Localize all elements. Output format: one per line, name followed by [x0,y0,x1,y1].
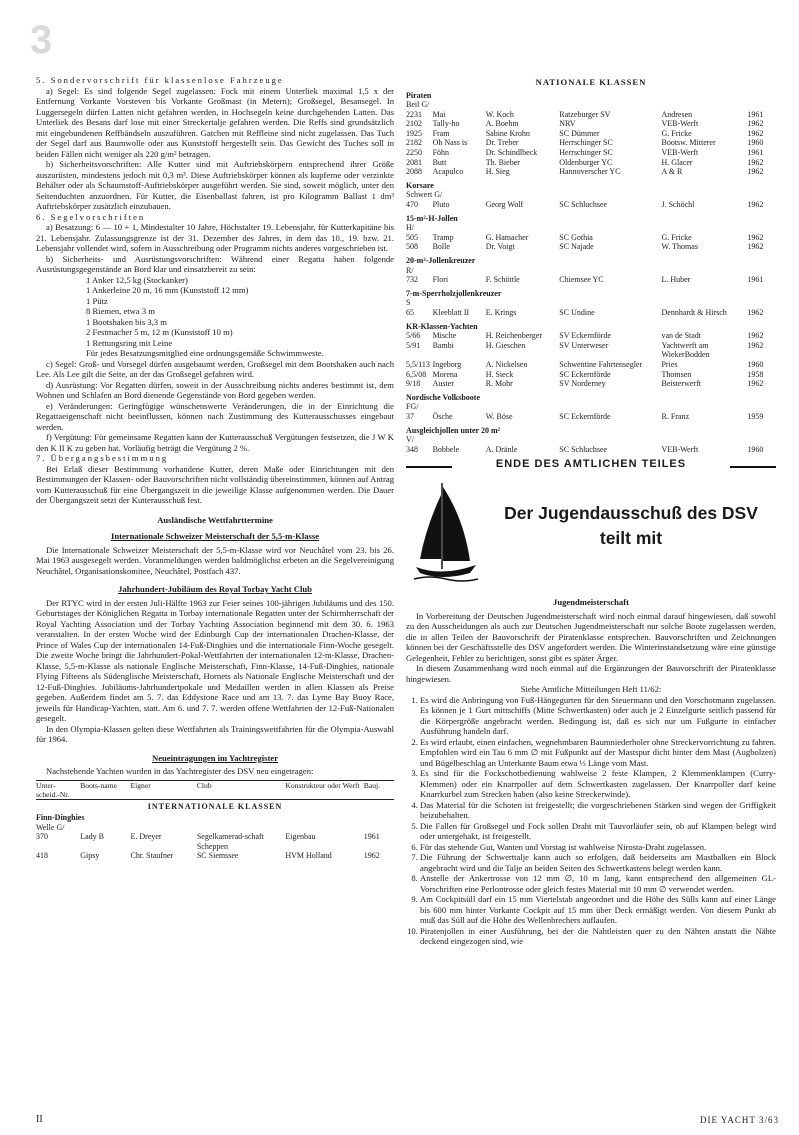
col-header: Club [197,780,285,799]
class-heading-row [406,252,776,266]
class-heading-row [406,422,776,436]
national-classes-table [406,91,776,455]
cell-name: Tally-ho [432,119,460,129]
class-sub: S [406,298,411,308]
cell-name: Bolle [432,242,450,252]
class-sub: V/ [406,435,414,445]
cell-name: Kleeblatt II [432,307,470,317]
jm-p1: In Vorbereitung der Deutschen Jugendmeisterschaft wird noch einmal darauf hingewiesen, daß sowohl zu den Ausscheidungen als auch zur Deutschen Jugendmeisterschaft nur solche Boote zugelassen werden, die in allen Teilen der Bauvorschrift der Piratenklasse entsprechen. Bauvorschriften und Zeichnungen können bei der Geschäftsstelle des DSV angefordert werden. Die Winterinstandsetzung wäre eine günstige Gelegenheit, Fehler zu berichtigen, sonst gibt es später Ärger. [406,610,776,663]
s6-b: b) Sicherheits- und Ausrüstungsvorschriften: Während einer Regatta haben folgende Ausrüstungsgegenstände an Bord klar und einsatzbereit zu sein: [36,253,394,274]
cell-yard: Yachtwerft am WiekerBodden [661,340,710,360]
cell-owner: H. Reichenberger [485,331,542,341]
cell-name: Oh Nass is [432,138,468,148]
cell-owner: Georg Wolf [485,200,524,210]
cell-owner: E. Dreyer [130,832,162,842]
s5-b: b) Sicherheitsvorschriften: Alle Kutter sind mit Auftriebskörpern entsprechend ihrer Größe auszurüsten, mindestens jedoch mit 0,3 m³. Diese Auftriebskörper können als kupferne oder verzinkte Behälter oder als Schaumstoff-Auftriebskörper ausgeführt werden. Sie sind, soweit möglich, unter den Seitenduchten anzuordnen. Für Kutter, die Eisenballast fahren, ist pro Kilogramm Ballast 1 dm³ Auftriebskörper zusätzlich einzubauen. [36,159,394,211]
intl-classes-heading: INTERNATIONALE KLASSEN [147,801,283,811]
cell-name: Acapulco [432,167,464,177]
class-sub-row [406,100,776,110]
class-heading-row [406,177,776,191]
cell-club: Hannoverscher YC [559,167,621,177]
cell-owner: A. Dränle [485,444,518,454]
s6-d: d) Ausrüstung: Vor Regatten dürfen, soweit in der Ausschreibung nichts anderes bestimmt ist, dem Wohnen und Schlafen an Bord dienende Gegenstände von Bord gegeben werden. [36,379,394,400]
cell-club: Oldenburger YC [559,157,613,167]
register-header-row [36,780,394,799]
cell-year: 1961 [747,109,764,119]
cell-nr: 5/91 [406,340,421,350]
rule-item: 5. Die Fallen für Großsegel und Fock sollen Draht mit Tauvorläufer sein, ob auf Klampen belegt wird oder untergehakt, ist freigestellt. [420,821,776,842]
class-sub: H/ [406,223,414,233]
cell-year: 1962 [747,232,764,242]
cell-yard: G. Fricke [661,128,692,138]
rule-item: 10. Piratenjollen in einer Ausführung, bei der die Nahtleisten quer zu den Nähten anstatt die Nähte deckend eingezogen sind, wie [420,926,776,947]
cell-nr: 370 [36,832,48,842]
equipment-item: 8 Riemen, etwa 3 m [86,306,155,316]
class-sub-row [406,266,776,276]
equipment-item: 2 Festmacher 5 m, 12 m (Kunststoff 10 m) [86,327,233,337]
cell-club: SV Eckernförde [559,331,611,341]
cell-yard: W. Thomas [661,242,698,252]
cell-club: SC Najade [559,242,594,252]
cell-owner: A. Boehm [485,119,519,129]
class-sub-row [406,402,776,412]
cell-yard: Dennhardt & Hirsch [661,307,727,317]
cell-yard: van de Stadt [661,331,702,341]
cell-yard: Pries [661,359,678,369]
section-6-heading: 6. Segelvorschriften [36,211,146,222]
cell-nr: 2081 [406,157,422,167]
equipment-item: 1 Rettungsring mit Leine [86,337,173,348]
right-column [406,75,776,947]
cell-year: 1962 [747,128,764,138]
cell-nr: 5/66 [406,331,421,341]
section-7-heading: 7. Übergangsbestimmung [36,453,169,463]
table-row [406,158,776,168]
end-official-banner [406,459,776,473]
cell-year: 1962 [747,242,764,252]
foreign-events-heading: Ausländische Wettfahrttermine [157,514,273,525]
swiss-heading: Internationale Schweizer Meisterschaft der 5,5-m-Klasse [110,531,320,541]
cell-nr: 9/18 [406,379,421,389]
cell-year: 1962 [747,157,764,167]
cell-nr: 65 [406,307,414,317]
cell-club: SC Eckernförde [559,369,611,379]
table-row [406,370,776,380]
col-header: Bauj. [364,780,394,799]
class-sub: Beil G/ [406,100,430,110]
class-sub-row [406,298,776,308]
table-row [406,200,776,210]
torbay-p1: Der RTYC wird in der ersten Juli-Hälfte 1963 zur Feier seines 100-jährigen Jubiläums und des 150. Geburtstages der Königlichen Regatta in Torbay internationale Regatten unter der Schirmherrschaft der Royal Yachting Association und der Torbay Yachting Association beginnend mit dem 30. 6. 1963 veranstalten. In der ersten Woche wird der Edinburgh Cup der internationalen Drachen-Klasse, der Prince of Wales Cup der internationalen 14-Fuß-Dinghies und die internationale Finn-Woche gesegelt. Die zweite Woche bringt die Jahrhundert-Pokal-Wettfahrten der internationalen 12-m-Klasse, Drachen-Klasse, 5,5-m-Klasse als nationale Englische Meisterschaft, Finn-Klasse, 14-Fuß-Dinghies, nationale Flying Fifteens als Südenglische Meisterschaft, Hornets als Nationale Englische Meisterschaft und der 12-Fuß-Dinghies. Jubiläums-Jahrhundertpokale und Medaillen werden in allen Klassen als Preise gegeben. Außerdem findet am 5. 7. das Eddystone Race und am 13. 7. das Lyme Bay Buoy Race, jeweils für Handicap-Yachten, statt. Am 6. und 7. 7. werden offene Wettfahrten der 12-Fuß-Nationalen gesegelt. [36,597,394,723]
cell-owner: Dr. Voigt [485,242,515,252]
cell-yard: Andresen [661,109,693,119]
equipment-item: 1 Pütz [86,295,108,306]
equipment-note: Für jedes Besatzungsmitglied eine ordnungsgemäße Schwimmweste. [86,348,324,358]
banner-text: ENDE DES AMTLICHEN TEILES [495,458,687,471]
cell-name: Bobbele [432,444,460,454]
rule-item: 7. Die Führung der Schwerttalje kann auch so erfolgen, daß beiderseits am Mastbalken ein Block angebracht wird und die Talje an beiden Seiten des Schwertkastens belegt werden kann. [420,852,776,873]
table-row [36,851,394,861]
cell-club: SC Siemssee [196,851,239,861]
cell-year: 1962 [747,307,764,317]
cell-year: 1960 [747,359,764,369]
cell-nr: 2250 [406,148,422,158]
class-name: Piraten [406,90,432,100]
cell-owner: W. Böse [485,411,513,421]
cell-club: SC Schluchsee [559,200,608,210]
cell-name: Ingeborg [432,359,462,369]
table-row [406,275,776,285]
cell-nr: 6,5/08 [406,369,427,379]
class-heading-row [406,91,776,101]
table-row [36,832,394,851]
cell-club: Ratzeburger SV [559,109,611,119]
cell-year: 1960 [747,138,764,148]
cell-nr: 418 [36,851,48,861]
cell-owner: Dr. Treber [485,138,519,148]
cell-year: 1958 [747,369,764,379]
cell-owner: R. Mohr [485,379,513,389]
class-name: 15-m²-H-Jollen [406,213,458,223]
table-row [406,445,776,455]
cell-year: 1962 [747,200,764,210]
cell-year: 1961 [363,832,380,842]
col-header: Konstrukteur oder Werft [285,780,363,799]
magazine-footer: DIE YACHT 3/63 [700,1115,779,1125]
cell-yard: Beisterwerft [661,379,702,389]
cell-owner: H. Sieck [485,369,514,379]
cell-club: Segelkamerad-schaft Scheppen [196,832,264,851]
table-row [406,379,776,389]
table-row [406,119,776,129]
class-sub: Schwert G/ [406,190,443,200]
cell-yard: VEB-Werft [661,119,699,129]
cell-name: Mische [432,331,457,341]
class-heading-row [406,389,776,403]
table-row [406,341,776,360]
cell-club: SC Schluchsee [559,444,608,454]
cell-nr: 505 [406,232,418,242]
rule-item: 8. Anstelle der Ankertrosse von 12 mm ∅, 10 m lang, kann entsprechend den allgemeinen GL-Vorschriften eine Perlontrosse oder gleich festes Material mit 10 mm ∅ verwendet werden. [420,873,776,894]
cell-nr: 2102 [406,119,422,129]
cell-name: Fram [432,128,450,138]
table-row [406,242,776,252]
cell-nr: 470 [406,200,418,210]
cell-club: SC Dümmer [559,128,600,138]
class-name: 20-m²-Jollenkreuzer [406,256,476,265]
rule-item: 2. Es wird erlaubt, einen einfachen, wegnehmbaren Baumniederholer ohne Streckervorrichtung zu fahren. Empfohlen wird ein Tau 6 mm ∅ mit Fußpunkt auf der Mastspur dicht hinter dem Mast (Augbolzen) und Bügelbeschlag an Unterkante Baum etwa ⅓ Länge vom Mast. [420,737,776,769]
class-heading-row [406,318,776,332]
banner-rule-left [406,466,452,468]
cell-owner: H. Sieg [485,167,510,177]
equipment-item: 1 Bootshaken bis 3,3 m [86,316,167,327]
cell-yard: G. Fricke [661,232,692,242]
page-number: II [36,1114,43,1125]
cell-club: SV Unterweser [559,340,609,350]
equipment-item: 1 Anker 12,5 kg (Stockanker) [86,274,188,285]
cell-boat: Gipsy [80,851,100,861]
sailboat-logo-icon [412,479,482,587]
equipment-item: 1 Ankerleine 20 m, 16 mm (Kunststoff 12 mm) [86,285,249,295]
cell-year: 1962 [363,851,380,861]
jm-p2: In diesem Zusammenhang wird noch einmal auf die Ergänzungen der Bauvorschrift der Piratenklasse hingewiesen. [406,663,776,684]
cell-name: Ösche [432,411,453,421]
cell-club: NRV [559,119,576,129]
torbay-heading: Jahrhundert-Jubiläum des Royal Torbay Yacht Club [118,584,312,594]
class-name: Nordische Volksboote [406,392,481,402]
cell-yard: Thomsen [661,369,692,379]
cell-yard: VEB-Werft [661,148,699,158]
rule-item: 4. Das Material für die Schoten ist freigestellt; die vorgeschriebenen Stärken sind wegen der Griffigkeit beizubehalten. [420,800,776,821]
cell-nr: 2182 [406,138,422,148]
cell-year: 1962 [747,167,764,177]
rules-list [406,695,776,947]
class-sub-row [406,190,776,200]
cell-yard: HVM Holland [285,851,332,861]
cell-yard: A & R [661,167,683,177]
register-table [36,780,394,862]
class-name: KR-Klassen-Yachten [406,321,478,331]
table-row [406,331,776,341]
s7-text: Bei Erlaß dieser Bestimmung vorhandene Kutter, deren Maße oder Einrichtungen mit den Bestimmungen der Klassen- oder Bauvorschriften nicht vollständig übereinstimmen, können auf Antrag vom Kutterausschuß für eine Übergangszeit in die jeweilige Klasse aufgenommen werden. Die Dauer der Übergangszeit setzt der Kutterausschuß fest. [36,463,394,505]
cell-name: Pluto [432,200,450,210]
rule-item: 9. Am Cockpitsüll darf ein 15 mm Viertelstab angeordnet und die Höhe des Sülls kann auf einer Länge bis 600 mm hinter Vorkante Cockpit auf 15 mm über Deck ermäßigt werden. Von diesem Punkt ab muß das Süll auf die Höhe des Wellenbrechers auflaufen. [420,894,776,926]
cell-name: Bambi [432,340,454,350]
cell-yard: J. Schöchl [661,200,695,210]
cell-name: Flori [432,275,449,285]
class-sub: FG/ [406,402,419,412]
ghost-page-number: 3 [30,18,53,62]
cell-nr: 37 [406,411,414,421]
table-row [406,360,776,370]
s6-e: e) Veränderungen: Geringfügige wünschenswerte Veränderungen, die in der Einrichtung die Regattaeigenschaft nicht beeinflussen, können nach Zustimmung des Kutterausschusses eingebaut werden. [36,400,394,432]
cell-name: Auster [432,379,454,389]
rule-item: 3. Es sind für die Fockschotbedienung wahlweise 2 feste Klampen, 2 Klemmenklampen (Curry-Klemmen) oder ein Knarrpoller auf dem Schwertkasten zugelassen. Der Knarrpoller darf keine Knarrkurbel zum Strecken haben (also keine Streckerwinde). [420,768,776,800]
rule-item: 1. Es wird die Anbringung von Fuß-Hängegurten für den Steuermann und den Vorschotmann zugelassen. Es können je 1 Gurt mittschiffs (Mitte Schwertkasten) oder auch je 2 Einzelgurte seitlich passend für die Körpergröße angebracht werden. Bedingung ist, daß es sich nur um Fußgurte in einfacher Ausführung handeln darf. [420,695,776,737]
s5-a: a) Segel: Es sind folgende Segel zugelassen: Fock mit einem Unterliek maximal 1,5 x der Entfernung Vorkante Vorsteven bis Vorkante Großmast (in Metern); Großsegel, Besansegel. In Luggersegeln dürfen Latten nicht gefahren werden, in Hochsegeln keine durchgehenden Latten. Das Unterliek des Besans darf lose mit einer Streckertalje gefahren werden. Die Reffs sind grundsätzlich mit eingebundenen Reffbändseln auszuführen. Gatchen mit Reffleine sind nicht zugelassen. Das Tuch der Segel darf aus Baumwolle oder aus Kunststoff hergestellt sein. Das Gewicht des Tuches soll in beiden Fällen nicht weniger als 220 g/m² betragen. [36,85,394,159]
cell-club: SC Undine [559,307,595,317]
cell-nr: 732 [406,275,418,285]
cell-club: Herrschinger SC [559,138,613,148]
col-header: Unter-scheid.-Nr. [36,780,80,799]
cell-year: 1962 [747,331,764,341]
class-name: 7-m-Sperrholzjollenkreuzer [406,288,502,298]
cell-name: Mai [432,109,446,119]
cell-owner: Sabine Krohn [485,128,530,138]
cell-club: Schwentine Fahrtensegler [559,359,643,369]
national-classes-heading: NATIONALE KLASSEN [535,77,647,87]
table-row [406,233,776,243]
cell-owner: H. Gieschen [485,340,526,350]
cell-owner: A. Nickelsen [485,359,528,369]
youth-committee-header [406,479,776,591]
cell-nr: 508 [406,242,418,252]
cell-yard: Eigenbau [285,832,316,842]
cell-yard: Bootsw. Mitterer [661,138,716,148]
class-name: Korsare [406,180,434,190]
col-header: Boots-name [80,780,130,799]
title-line-2: teilt mit [599,528,663,549]
cell-nr: 5,5/113 [406,359,430,369]
cell-year: 1962 [747,340,764,350]
table-row [406,110,776,120]
class-sub-row [406,223,776,233]
table-row [406,138,776,148]
cell-year: 1961 [747,275,764,285]
class-name: Finn-Dinghies [36,813,85,823]
col-header: Eigner [131,780,197,799]
cell-nr: 348 [406,444,418,454]
cell-yard: H. Glacer [661,157,693,167]
class-heading-row [406,210,776,224]
jm-reference: Siehe Amtliche Mitteilungen Heft 11/62: [520,684,662,695]
class-sub-row [406,435,776,445]
s6-a: a) Besatzung: 6 — 10 + 1, Mindestalter 10 Jahre, Höchstalter 19. Lebensjahr, für Kutterkapitäne bis 21. Lebensjahr. Zulassungsgrenze ist der 31. Dezember des Jahres, in dem das 10., 19. bzw. 21. Lebensjahr vollendet wird, sofern in Ausschreibung oder Programm nichts anderes vorgeschrieben ist. [36,222,394,253]
table-row [406,129,776,139]
cell-club: Herrschinger SC [559,148,613,158]
swiss-text: Die Internationale Schweizer Meisterschaft der 5,5-m-Klasse wird vor Neuchâtel vom 23. bis 26. Mai 1963 ausgesegelt werden. Voranmeldungen werden baldmöglichst erbeten an die Segelvereinigung Neuchâtel, Organisationskomitee, Neuchâtel, Postfach 437. [36,544,394,576]
cell-year: 1960 [747,444,764,454]
cell-owner: E. Krings [485,307,517,317]
cell-yard: L. Huber [661,275,691,285]
cell-nr: 2088 [406,167,422,177]
cell-club: SC Gothia [559,232,593,242]
cell-club: Chiemsee YC [559,275,604,285]
section-5-heading: 5. Sondervorschrift für klassenlose Fahrzeuge [36,75,284,85]
table-row [406,308,776,318]
cell-name: Butt [432,157,447,167]
cell-year: 1962 [747,119,764,129]
cell-year: 1962 [747,379,764,389]
cell-owner: F. Schöttle [485,275,520,285]
cell-year: 1959 [747,411,764,421]
cell-club: SC Eckernförde [559,411,611,421]
cell-name: Föhn [432,148,450,158]
register-text: Nachstehende Yachten wurden in das Yachtregister des DSV neu eingetragen: [46,766,314,776]
class-heading-row [406,285,776,299]
cell-club: SV Norderney [559,379,606,389]
youth-championship-heading: Jugendmeisterschaft [553,597,629,608]
youth-committee-title [496,501,766,551]
cell-owner: Chr. Staufner [130,851,174,861]
cell-owner: Dr. Schindlbeck [485,148,538,158]
table-row [406,148,776,158]
table-row [406,412,776,422]
cell-year: 1961 [747,148,764,158]
class-name: Ausgleichjollen unter 20 m² [406,425,501,435]
cell-nr: 2231 [406,109,422,119]
left-column [36,75,394,861]
cell-nr: 1925 [406,128,422,138]
class-sub: Welle G/ [36,822,65,832]
banner-rule-right [730,466,776,468]
cell-yard: R. Franz [661,411,690,421]
cell-name: Morena [432,369,458,379]
register-heading: Neueintragungen im Yachtregister [151,752,279,763]
equipment-list [36,275,394,359]
cell-boat: Lady B [80,832,105,842]
torbay-p2: In den Olympia-Klassen gelten diese Wettfahrten als Trainingswettfahrten für die Olympia-Auswahl für 1964. [36,723,394,744]
title-line-1: Der Jugendausschuß des DSV [504,503,758,524]
table-row [406,167,776,177]
rule-item: 6. Für das stehende Gut, Wanten und Vorstag ist wahlweise Nirosta-Draht zugelassen. [420,842,776,853]
cell-owner: G. Hamacher [485,232,529,242]
class-sub: R/ [406,265,414,275]
cell-yard: VEB-Werft [661,444,699,454]
cell-owner: Th. Bieber [485,157,520,167]
cell-name: Tramp [432,232,454,242]
s6-f: f) Vergütung: Für gemeinsame Regatten kann der Kutterausschuß Vergütungen festsetzen, die J W K den K II K zu geben hat. Vorläufig beträgt die Vergütung 2 %. [36,432,394,453]
cell-owner: W. Koch [485,109,514,119]
s6-c: c) Segel: Groß- und Vorsegel dürfen ausgebaumt werden, Großsegel mit dem Bootshaken auch nach Lee. Als Lee gilt die Seite, an der das Großsegel gefahren wird. [36,358,394,379]
